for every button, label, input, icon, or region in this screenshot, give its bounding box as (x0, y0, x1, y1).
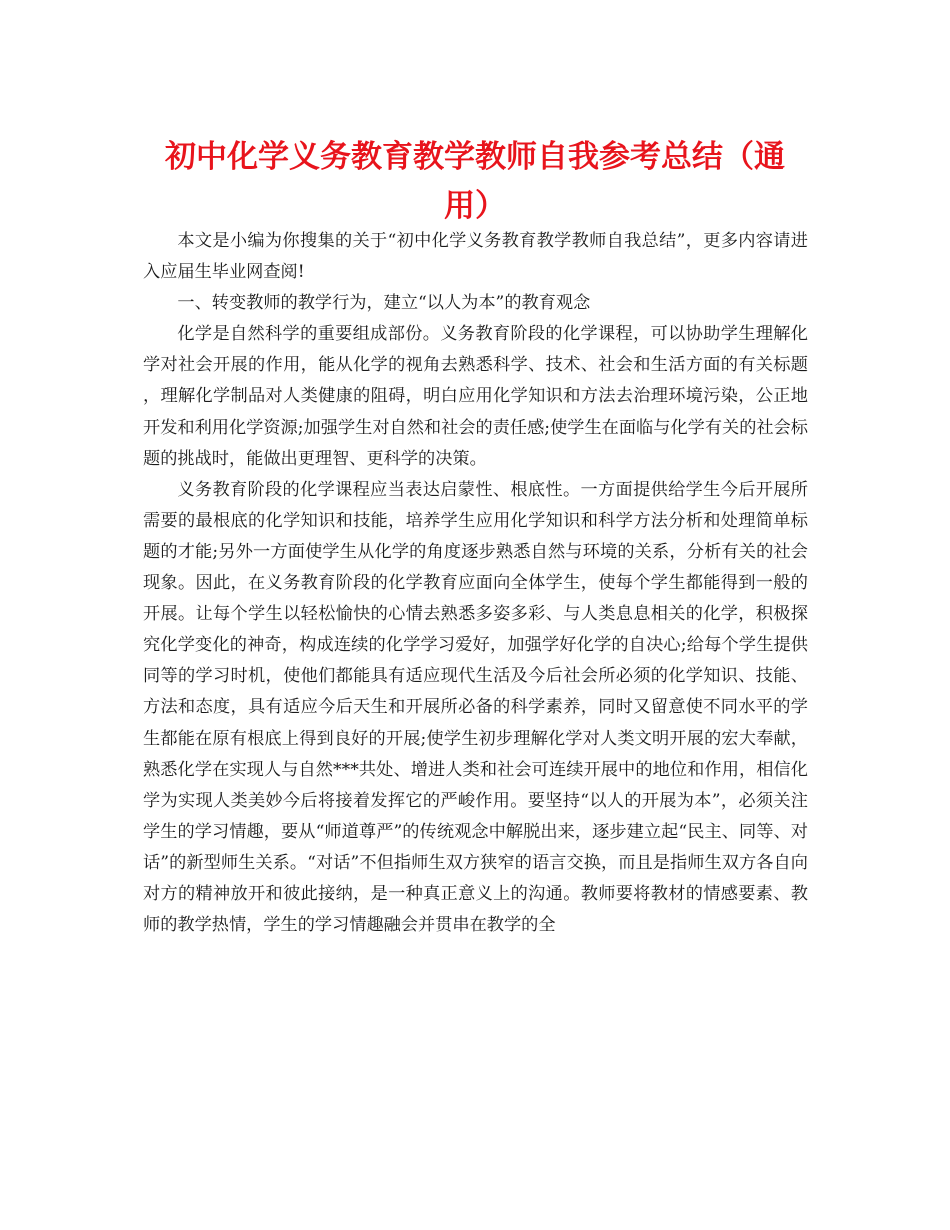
paragraph-chemistry-role: 化学是自然科学的重要组成部份。义务教育阶段的化学课程，可以协助学生理解化学对社会开展的作用，能从化学的视角去熟悉科学、技术、社会和生活方面的有关标题，理解化学制品对人类健康的阻碍，明白应用化学知识和方法去治理环境污染，公正地开发和利用化学资源;加强学生对自然和社会的责任感;使学生在面临与化学有关的社会标题的挑战时，能做出更理智、更科学的决策。 (143, 324, 808, 469)
document-body (143, 226, 808, 941)
paragraph-intro: 本文是小编为你搜集的关于“初中化学义务教育教学教师自我总结”，更多内容请进入应届生毕业网查阅! (143, 231, 808, 283)
document-title: 初中化学义务教育教学教师自我参考总结（通用） (165, 139, 785, 224)
paragraph-curriculum: 义务教育阶段的化学课程应当表达启蒙性、根底性。一方面提供给学生今后开展所需要的最根底的化学知识和技能，培养学生应用化学知识和科学方法分析和处理简单标题的才能;另外一方面使学生从化学的角度逐步熟悉自然与环境的关系，分析有关的社会现象。因此，在义务教育阶段的化学教育应面向全体学生，使每个学生都能得到一般的开展。让每个学生以轻松愉快的心情去熟悉多姿多彩、与人类息息相关的化学，积极探究化学变化的神奇，构成连续的化学学习爱好，加强学好化学的自决心;给每个学生提供同等的学习时机，使他们都能具有适应现代生活及今后社会所必须的化学知识、技能、方法和态度，具有适应今后天生和开展所必备的科学素养，同时又留意使不同水平的学生都能在原有根底上得到良好的开展;使学生初步理解化学对人类文明开展的宏大奉献，熟悉化学在实现人与自然***共处、增进人类和社会可连续开展中的地位和作用，相信化学为实现人类美妙今后将接着发挥它的严峻作用。要坚持“以人的开展为本”，必须关注学生的学习情趣，要从“师道尊严”的传统观念中解脱出来，逐步建立起“民主、同等、对话”的新型师生关系。“对话”不但指师生双方狭窄的语言交换，而且是指师生双方各自向对方的精神放开和彼此接纳，是一种真正意义上的沟通。教师要将教材的情感要素、教师的教学热情，学生的学习情趣融会并贯串在教学的全 (143, 479, 808, 936)
section-heading: 一、转变教师的教学行为，建立“以人为本”的教育观念 (177, 293, 591, 314)
